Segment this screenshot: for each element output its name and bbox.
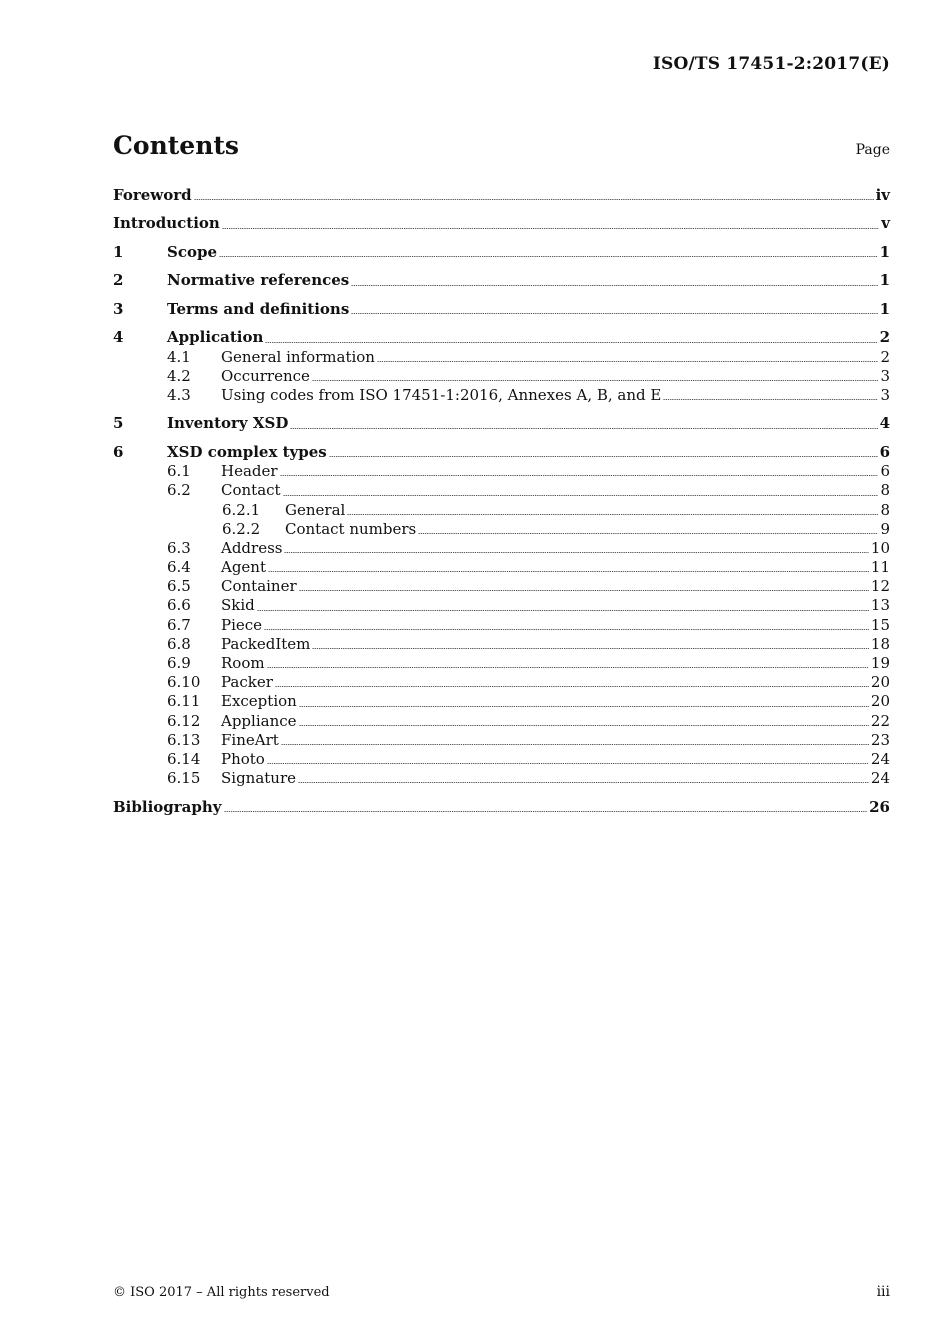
toc-entry-number: 6.14: [167, 749, 201, 768]
toc-leader-dots: [222, 228, 879, 229]
toc-entry[interactable]: [113, 692, 890, 711]
toc-entry-title[interactable]: Scope: [167, 242, 218, 261]
toc-entry-number: 6.12: [167, 711, 201, 730]
toc-entry-title[interactable]: Photo: [221, 749, 265, 768]
toc-entry-page[interactable]: 6: [880, 462, 890, 481]
toc-leader-dots: [290, 428, 877, 429]
toc-entry[interactable]: [113, 577, 890, 596]
toc-leader-dots: [268, 571, 869, 572]
toc-leader-dots: [351, 285, 877, 286]
toc-leader-dots: [298, 782, 869, 783]
toc-entry-number: 6.4: [167, 558, 191, 577]
toc-entry-page[interactable]: 1: [879, 299, 890, 318]
toc-entry[interactable]: [113, 596, 890, 615]
toc-entry-title[interactable]: Foreword: [113, 186, 192, 204]
toc-entry[interactable]: [113, 348, 890, 367]
toc-entry-page[interactable]: 19: [870, 654, 890, 673]
toc-entry-page[interactable]: 3: [880, 366, 890, 385]
toc-entry-number: 4: [113, 328, 124, 347]
toc-entry[interactable]: [113, 501, 890, 520]
toc-entry-title[interactable]: Packer: [221, 673, 273, 692]
toc-entry-number: 6.1: [167, 462, 191, 481]
table-of-contents: [113, 184, 890, 817]
toc-entry[interactable]: [113, 558, 890, 577]
toc-entry[interactable]: [113, 243, 890, 262]
toc-entry[interactable]: [113, 186, 890, 205]
toc-entry-number: 6: [113, 442, 124, 461]
toc-entry-number: 6.6: [167, 596, 191, 615]
footer-page-number: iii: [876, 1284, 890, 1300]
toc-entry-number: 6.7: [167, 615, 191, 634]
toc-entry-number: 6.2.1: [222, 500, 261, 519]
toc-leader-dots: [224, 811, 868, 812]
toc-entry-number: 6.11: [167, 692, 201, 711]
toc-entry-page[interactable]: 12: [870, 577, 890, 596]
toc-entry-title[interactable]: Contact: [221, 481, 281, 500]
toc-entry-title[interactable]: Header: [221, 462, 278, 481]
toc-entry[interactable]: [113, 712, 890, 731]
toc-entry[interactable]: [113, 731, 890, 750]
toc-entry-number: 6.10: [167, 673, 201, 692]
toc-entry-page[interactable]: 26: [869, 797, 890, 816]
toc-leader-dots: [284, 552, 868, 553]
toc-entry-title[interactable]: Terms and definitions: [167, 299, 350, 318]
toc-entry-title[interactable]: Using codes from ISO 17451-1:2016, Annexes A, B, and E: [221, 385, 662, 404]
toc-entry-number: 6.3: [167, 538, 191, 557]
toc-entry-page[interactable]: 20: [870, 692, 890, 711]
toc-leader-dots: [281, 744, 869, 745]
toc-entry-number: 6.5: [167, 577, 191, 596]
toc-entry-title[interactable]: Agent: [221, 558, 266, 577]
toc-entry-title[interactable]: Normative references: [167, 271, 350, 290]
toc-entry-title[interactable]: FineArt: [221, 730, 279, 749]
toc-entry-number: 4.1: [167, 347, 191, 366]
toc-leader-dots: [283, 495, 879, 496]
contents-title: Contents: [113, 131, 240, 160]
toc-entry[interactable]: [113, 750, 890, 769]
toc-entry-title[interactable]: Bibliography: [113, 797, 222, 816]
toc-entry-page[interactable]: 24: [870, 749, 890, 768]
toc-entry[interactable]: [113, 635, 890, 654]
toc-entry[interactable]: [113, 769, 890, 788]
toc-entry-page[interactable]: 15: [870, 615, 890, 634]
page-column-label: Page: [855, 142, 890, 158]
toc-entry[interactable]: [113, 443, 890, 462]
toc-entry-title[interactable]: Room: [221, 654, 265, 673]
toc-entry-page[interactable]: 3: [880, 385, 890, 404]
toc-entry-page[interactable]: 4: [879, 414, 890, 433]
toc-leader-dots: [299, 590, 869, 591]
toc-entry-title[interactable]: Signature: [221, 769, 297, 788]
toc-entry-title[interactable]: XSD complex types: [167, 442, 327, 461]
toc-entry-page[interactable]: 18: [870, 634, 890, 653]
toc-leader-dots: [299, 725, 869, 726]
toc-leader-dots: [663, 399, 878, 400]
toc-leader-dots: [275, 686, 869, 687]
toc-entry-number: 6.13: [167, 730, 201, 749]
toc-entry-page[interactable]: 24: [870, 769, 890, 788]
toc-entry[interactable]: [113, 616, 890, 635]
toc-entry-title[interactable]: Exception: [221, 692, 297, 711]
toc-leader-dots: [194, 199, 874, 200]
toc-leader-dots: [267, 763, 869, 764]
toc-entry-title[interactable]: General information: [221, 347, 375, 366]
toc-entry[interactable]: [113, 539, 890, 558]
toc-entry-title[interactable]: Occurrence: [221, 366, 310, 385]
toc-entry[interactable]: [113, 673, 890, 692]
toc-entry[interactable]: [113, 214, 890, 233]
toc-entry[interactable]: [113, 367, 890, 386]
toc-entry-number: 6.2.2: [222, 519, 261, 538]
toc-entry[interactable]: [113, 328, 890, 347]
toc-entry-number: 6.9: [167, 654, 191, 673]
toc-entry[interactable]: [113, 654, 890, 673]
toc-leader-dots: [257, 610, 869, 611]
toc-entry[interactable]: [113, 462, 890, 481]
toc-entry-title[interactable]: Inventory XSD: [167, 414, 289, 433]
toc-entry[interactable]: [113, 271, 890, 290]
toc-entry-number: 1: [113, 242, 124, 261]
toc-entry-page[interactable]: 1: [879, 271, 890, 290]
toc-leader-dots: [265, 342, 877, 343]
toc-entry-title[interactable]: PackedItem: [221, 634, 311, 653]
toc-entry-title[interactable]: Container: [221, 577, 297, 596]
toc-entry-title[interactable]: Skid: [221, 596, 255, 615]
toc-entry-page[interactable]: 20: [870, 673, 890, 692]
toc-entry-page[interactable]: 9: [880, 519, 890, 538]
toc-entry[interactable]: [113, 414, 890, 433]
toc-entry-page[interactable]: 11: [870, 558, 890, 577]
toc-leader-dots: [312, 380, 879, 381]
toc-entry-page[interactable]: v: [881, 214, 890, 233]
toc-leader-dots: [418, 533, 878, 534]
toc-entry-number: 3: [113, 299, 124, 318]
document-id: ISO/TS 17451-2:2017(E): [652, 54, 890, 74]
toc-entry-page[interactable]: 6: [879, 442, 890, 461]
toc-leader-dots: [280, 475, 879, 476]
toc-entry-page[interactable]: iv: [875, 186, 890, 204]
toc-entry-title[interactable]: Address: [221, 538, 283, 557]
toc-leader-dots: [377, 361, 878, 362]
toc-entry-number: 4.2: [167, 366, 191, 385]
toc-leader-dots: [267, 667, 869, 668]
toc-entry[interactable]: [113, 300, 890, 319]
toc-entry-title[interactable]: Application: [167, 328, 264, 347]
toc-entry-page[interactable]: 8: [880, 481, 890, 500]
toc-entry-page[interactable]: 10: [870, 538, 890, 557]
toc-entry[interactable]: [113, 386, 890, 405]
toc-entry-title[interactable]: General: [285, 500, 346, 519]
toc-entry-page[interactable]: 13: [870, 596, 890, 615]
toc-leader-dots: [347, 514, 878, 515]
toc-entry-page[interactable]: 8: [880, 500, 890, 519]
toc-leader-dots: [329, 456, 878, 457]
toc-entry-number: 6.8: [167, 634, 191, 653]
toc-entry-title[interactable]: Piece: [221, 615, 263, 634]
toc-entry[interactable]: [113, 481, 890, 500]
toc-leader-dots: [299, 706, 869, 707]
toc-entry-number: 4.3: [167, 385, 191, 404]
toc-entry-title[interactable]: Introduction: [113, 214, 220, 233]
toc-entry-number: 6.15: [167, 769, 201, 788]
toc-entry-number: 2: [113, 271, 124, 290]
toc-entry-number: 5: [113, 414, 124, 433]
toc-entry[interactable]: [113, 520, 890, 539]
toc-entry-number: 6.2: [167, 481, 191, 500]
footer-copyright: © ISO 2017 – All rights reserved: [113, 1285, 330, 1300]
toc-entry-page[interactable]: 2: [879, 328, 890, 347]
toc-entry-page[interactable]: 1: [879, 242, 890, 261]
toc-entry-page[interactable]: 22: [870, 711, 890, 730]
toc-entry-page[interactable]: 2: [880, 347, 890, 366]
toc-leader-dots: [219, 256, 878, 257]
toc-leader-dots: [312, 648, 869, 649]
toc-entry[interactable]: [113, 798, 890, 817]
toc-entry-title[interactable]: Appliance: [221, 711, 297, 730]
toc-entry-title[interactable]: Contact numbers: [285, 519, 417, 538]
toc-leader-dots: [351, 313, 877, 314]
toc-entry-page[interactable]: 23: [870, 730, 890, 749]
toc-leader-dots: [264, 629, 869, 630]
